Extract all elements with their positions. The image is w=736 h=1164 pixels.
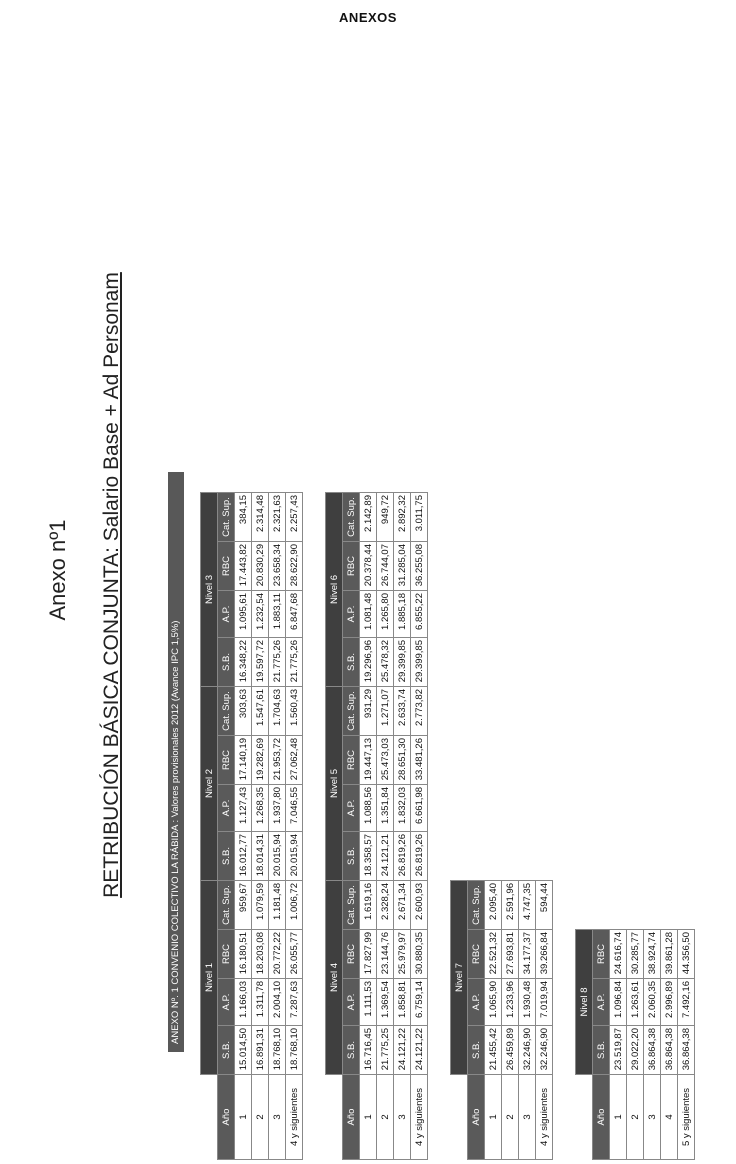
- header-blank: [326, 1075, 343, 1160]
- table-row: [411, 493, 428, 1160]
- col-header-cat: Cat. Sup.: [218, 493, 235, 542]
- table-row: [286, 493, 303, 1160]
- value-cell-cat: 3.011,75: [411, 493, 428, 542]
- year-cell: 1: [610, 1075, 627, 1160]
- value-cell-cat: 2.600,93: [411, 881, 428, 930]
- year-cell: 4 y siguientes: [411, 1075, 428, 1160]
- value-cell-ap: 1.930,48: [519, 979, 536, 1026]
- value-cell-rbc: 19.447,13: [360, 736, 377, 785]
- col-header-sb: S.B.: [593, 1026, 610, 1075]
- year-cell: 3: [269, 1075, 286, 1160]
- value-cell-cat: 2.633,74: [394, 687, 411, 736]
- value-cell-ap: 2.996,89: [661, 979, 678, 1026]
- col-header-rbc: RBC: [593, 930, 610, 979]
- value-cell-rbc: 26.055,77: [286, 930, 303, 979]
- value-cell-rbc: 17.140,19: [235, 736, 252, 785]
- table-row: [678, 930, 695, 1160]
- value-cell-sb: 36.864,38: [661, 1026, 678, 1075]
- header-blank: [451, 1075, 468, 1160]
- col-header-ap: A.P.: [343, 785, 360, 832]
- col-header-ap: A.P.: [343, 979, 360, 1026]
- value-cell-rbc: 28.622,90: [286, 542, 303, 591]
- value-cell-rbc: 23.144,76: [377, 930, 394, 979]
- value-cell-ap: 7.046,55: [286, 785, 303, 832]
- value-cell-cat: 931,29: [360, 687, 377, 736]
- value-cell-sb: 18.358,57: [360, 832, 377, 881]
- col-header-anio: Año: [593, 1075, 610, 1160]
- col-header-ap: A.P.: [343, 591, 360, 638]
- value-cell-ap: 2.060,35: [644, 979, 661, 1026]
- year-cell: 2: [502, 1075, 519, 1160]
- value-cell-ap: 2.004,10: [269, 979, 286, 1026]
- level-header: Nivel 7: [451, 881, 468, 1075]
- level-header: Nivel 2: [201, 687, 218, 881]
- table-row: [377, 493, 394, 1160]
- level-header: Nivel 8: [576, 930, 593, 1075]
- value-cell-ap: 1.233,96: [502, 979, 519, 1026]
- value-cell-sb: 16.716,45: [360, 1026, 377, 1075]
- col-header-ap: A.P.: [218, 591, 235, 638]
- value-cell-rbc: 26.744,07: [377, 542, 394, 591]
- value-cell-cat: 4.747,35: [519, 881, 536, 930]
- value-cell-ap: 1.111,53: [360, 979, 377, 1026]
- rotated-page: [0, 10, 736, 1160]
- value-cell-cat: 1.704,63: [269, 687, 286, 736]
- value-cell-rbc: 31.285,04: [394, 542, 411, 591]
- value-cell-ap: 7.019,94: [536, 979, 553, 1026]
- level-header: Nivel 1: [201, 881, 218, 1075]
- value-cell-ap: 1.885,18: [394, 591, 411, 638]
- level-header: Nivel 5: [326, 687, 343, 881]
- anexo-title: Anexo nº1: [45, 519, 70, 621]
- value-cell-sb: 21.775,26: [269, 638, 286, 687]
- value-cell-cat: 303,63: [235, 687, 252, 736]
- value-cell-sb: 24.121,21: [377, 832, 394, 881]
- value-cell-cat: 2.314,48: [252, 493, 269, 542]
- value-cell-sb: 25.478,32: [377, 638, 394, 687]
- table-row: [394, 493, 411, 1160]
- value-cell-rbc: 27.693,81: [502, 930, 519, 979]
- level-header: Nivel 6: [326, 493, 343, 687]
- year-cell: 1: [235, 1075, 252, 1160]
- salary-table-4: [575, 929, 695, 1160]
- col-header-cat: Cat. Sup.: [343, 493, 360, 542]
- col-header-rbc: RBC: [218, 542, 235, 591]
- value-cell-cat: 2.142,89: [360, 493, 377, 542]
- value-cell-ap: 1.265,80: [377, 591, 394, 638]
- table-row: [502, 881, 519, 1160]
- value-cell-ap: 1.263,61: [627, 979, 644, 1026]
- col-header-ap: A.P.: [218, 785, 235, 832]
- table-row: [661, 930, 678, 1160]
- col-header-rbc: RBC: [343, 736, 360, 785]
- value-cell-ap: 1.351,84: [377, 785, 394, 832]
- table-row: [360, 493, 377, 1160]
- col-header-rbc: RBC: [218, 736, 235, 785]
- value-cell-rbc: 18.203,08: [252, 930, 269, 979]
- value-cell-rbc: 16.180,51: [235, 930, 252, 979]
- value-cell-sb: 19.296,96: [360, 638, 377, 687]
- value-cell-cat: 1.271,07: [377, 687, 394, 736]
- value-cell-rbc: 23.658,34: [269, 542, 286, 591]
- value-cell-ap: 1.095,61: [235, 591, 252, 638]
- value-cell-ap: 1.096,84: [610, 979, 627, 1026]
- value-cell-rbc: 25.473,03: [377, 736, 394, 785]
- year-cell: 2: [252, 1075, 269, 1160]
- value-cell-cat: 2.671,34: [394, 881, 411, 930]
- value-cell-rbc: 44.356,50: [678, 930, 695, 979]
- table-row: [252, 493, 269, 1160]
- value-cell-ap: 1.127,43: [235, 785, 252, 832]
- header-blank: [576, 1075, 593, 1160]
- value-cell-rbc: 21.953,72: [269, 736, 286, 785]
- year-cell: 4: [661, 1075, 678, 1160]
- value-cell-cat: 2.591,96: [502, 881, 519, 930]
- value-cell-ap: 1.937,80: [269, 785, 286, 832]
- year-cell: 1: [360, 1075, 377, 1160]
- year-cell: 2: [377, 1075, 394, 1160]
- value-cell-sb: 36.864,38: [644, 1026, 661, 1075]
- value-cell-cat: 2.321,63: [269, 493, 286, 542]
- value-cell-sb: 29.399,85: [394, 638, 411, 687]
- col-header-cat: Cat. Sup.: [343, 881, 360, 930]
- value-cell-sb: 21.455,42: [485, 1026, 502, 1075]
- value-cell-cat: 949,72: [377, 493, 394, 542]
- value-cell-rbc: 39.266,84: [536, 930, 553, 979]
- col-header-sb: S.B.: [468, 1026, 485, 1075]
- value-cell-rbc: 17.827,99: [360, 930, 377, 979]
- value-cell-rbc: 19.282,69: [252, 736, 269, 785]
- value-cell-sb: 18.768,10: [269, 1026, 286, 1075]
- value-cell-ap: 1.081,48: [360, 591, 377, 638]
- level-header: Nivel 3: [201, 493, 218, 687]
- value-cell-sb: 26.459,89: [502, 1026, 519, 1075]
- col-header-sb: S.B.: [343, 638, 360, 687]
- salary-table-2: [325, 492, 428, 1160]
- col-header-sb: S.B.: [218, 638, 235, 687]
- value-cell-sb: 24.121,22: [411, 1026, 428, 1075]
- col-header-rbc: RBC: [343, 930, 360, 979]
- col-header-sb: S.B.: [218, 1026, 235, 1075]
- salary-table-3: [450, 880, 553, 1160]
- value-cell-rbc: 30.880,35: [411, 930, 428, 979]
- year-cell: 5 y siguientes: [678, 1075, 695, 1160]
- value-cell-ap: 1.268,35: [252, 785, 269, 832]
- value-cell-cat: 2.257,43: [286, 493, 303, 542]
- value-cell-rbc: 30.285,77: [627, 930, 644, 979]
- value-cell-sb: 16.012,77: [235, 832, 252, 881]
- col-header-ap: A.P.: [593, 979, 610, 1026]
- value-cell-sb: 20.015,94: [269, 832, 286, 881]
- value-cell-ap: 1.088,56: [360, 785, 377, 832]
- value-cell-cat: 1.181,48: [269, 881, 286, 930]
- year-cell: 4 y siguientes: [286, 1075, 303, 1160]
- table-row: [627, 930, 644, 1160]
- value-cell-sb: 32.246,90: [519, 1026, 536, 1075]
- col-header-ap: A.P.: [218, 979, 235, 1026]
- value-cell-sb: 16.891,31: [252, 1026, 269, 1075]
- value-cell-ap: 1.858,81: [394, 979, 411, 1026]
- value-cell-rbc: 28.651,30: [394, 736, 411, 785]
- value-cell-ap: 6.855,22: [411, 591, 428, 638]
- col-header-sb: S.B.: [343, 832, 360, 881]
- value-cell-cat: 959,67: [235, 881, 252, 930]
- value-cell-rbc: 20.772,22: [269, 930, 286, 979]
- col-header-anio: Año: [468, 1075, 485, 1160]
- value-cell-sb: 23.519,87: [610, 1026, 627, 1075]
- value-cell-sb: 18.768,10: [286, 1026, 303, 1075]
- value-cell-ap: 6.661,98: [411, 785, 428, 832]
- table-row: [485, 881, 502, 1160]
- value-cell-cat: 1.619,16: [360, 881, 377, 930]
- header-blank: [201, 1075, 218, 1160]
- table-row: [536, 881, 553, 1160]
- col-header-sb: S.B.: [218, 832, 235, 881]
- convenio-banner: ANEXO Nº. 1 CONVENIO COLECTIVO LA RÁBIDA : Valores provisionales 2012 (Avance IPC 1,5%): [168, 472, 184, 1052]
- value-cell-cat: 594,44: [536, 881, 553, 930]
- value-cell-sb: 36.864,38: [678, 1026, 695, 1075]
- value-cell-cat: 2.095,40: [485, 881, 502, 930]
- value-cell-cat: 1.079,59: [252, 881, 269, 930]
- value-cell-sb: 18.014,31: [252, 832, 269, 881]
- col-header-cat: Cat. Sup.: [343, 687, 360, 736]
- value-cell-rbc: 20.378,44: [360, 542, 377, 591]
- value-cell-ap: 1.369,54: [377, 979, 394, 1026]
- value-cell-sb: 21.775,26: [286, 638, 303, 687]
- value-cell-cat: 384,15: [235, 493, 252, 542]
- value-cell-ap: 6.847,68: [286, 591, 303, 638]
- year-cell: 3: [644, 1075, 661, 1160]
- table-row: [519, 881, 536, 1160]
- table-row: [269, 493, 286, 1160]
- col-header-sb: S.B.: [343, 1026, 360, 1075]
- value-cell-sb: 20.015,94: [286, 832, 303, 881]
- value-cell-sb: 21.775,25: [377, 1026, 394, 1075]
- value-cell-sb: 26.819,26: [394, 832, 411, 881]
- table-row: [610, 930, 627, 1160]
- col-header-rbc: RBC: [218, 930, 235, 979]
- value-cell-cat: 2.892,32: [394, 493, 411, 542]
- table-row: [235, 493, 252, 1160]
- year-cell: 1: [485, 1075, 502, 1160]
- col-header-cat: Cat. Sup.: [218, 881, 235, 930]
- value-cell-sb: 15.014,50: [235, 1026, 252, 1075]
- value-cell-ap: 7.287,63: [286, 979, 303, 1026]
- value-cell-ap: 6.759,14: [411, 979, 428, 1026]
- page-header: ANEXOS: [339, 10, 397, 25]
- value-cell-ap: 1.311,78: [252, 979, 269, 1026]
- main-title: RETRIBUCIÓN BÁSICA CONJUNTA: Salario Base + Ad Personam: [100, 272, 123, 898]
- value-cell-ap: 1.832,03: [394, 785, 411, 832]
- value-cell-rbc: 24.616,74: [610, 930, 627, 979]
- value-cell-cat: 1.547,61: [252, 687, 269, 736]
- col-header-rbc: RBC: [468, 930, 485, 979]
- value-cell-cat: 1.560,43: [286, 687, 303, 736]
- value-cell-rbc: 38.924,74: [644, 930, 661, 979]
- value-cell-cat: 2.773,82: [411, 687, 428, 736]
- year-cell: 4 y siguientes: [536, 1075, 553, 1160]
- value-cell-cat: 2.328,24: [377, 881, 394, 930]
- col-header-anio: Año: [343, 1075, 360, 1160]
- salary-table-1: [200, 492, 303, 1160]
- year-cell: 3: [394, 1075, 411, 1160]
- value-cell-rbc: 36.255,08: [411, 542, 428, 591]
- value-cell-rbc: 39.861,28: [661, 930, 678, 979]
- value-cell-sb: 16.348,22: [235, 638, 252, 687]
- value-cell-sb: 26.819,26: [411, 832, 428, 881]
- value-cell-ap: 1.232,54: [252, 591, 269, 638]
- value-cell-rbc: 25.979,97: [394, 930, 411, 979]
- value-cell-ap: 1.065,90: [485, 979, 502, 1026]
- col-header-anio: Año: [218, 1075, 235, 1160]
- value-cell-sb: 29.022,20: [627, 1026, 644, 1075]
- value-cell-rbc: 22.521,32: [485, 930, 502, 979]
- year-cell: 2: [627, 1075, 644, 1160]
- year-cell: 3: [519, 1075, 536, 1160]
- value-cell-sb: 19.597,72: [252, 638, 269, 687]
- value-cell-sb: 29.399,85: [411, 638, 428, 687]
- col-header-rbc: RBC: [343, 542, 360, 591]
- level-header: Nivel 4: [326, 881, 343, 1075]
- col-header-cat: Cat. Sup.: [468, 881, 485, 930]
- table-row: [644, 930, 661, 1160]
- value-cell-ap: 7.492,16: [678, 979, 695, 1026]
- col-header-cat: Cat. Sup.: [218, 687, 235, 736]
- value-cell-rbc: 27.062,48: [286, 736, 303, 785]
- value-cell-ap: 1.883,11: [269, 591, 286, 638]
- value-cell-sb: 24.121,22: [394, 1026, 411, 1075]
- value-cell-rbc: 34.177,37: [519, 930, 536, 979]
- value-cell-cat: 1.006,72: [286, 881, 303, 930]
- value-cell-sb: 32.246,90: [536, 1026, 553, 1075]
- value-cell-rbc: 20.830,29: [252, 542, 269, 591]
- value-cell-rbc: 33.481,26: [411, 736, 428, 785]
- value-cell-ap: 1.166,03: [235, 979, 252, 1026]
- col-header-ap: A.P.: [468, 979, 485, 1026]
- value-cell-rbc: 17.443,82: [235, 542, 252, 591]
